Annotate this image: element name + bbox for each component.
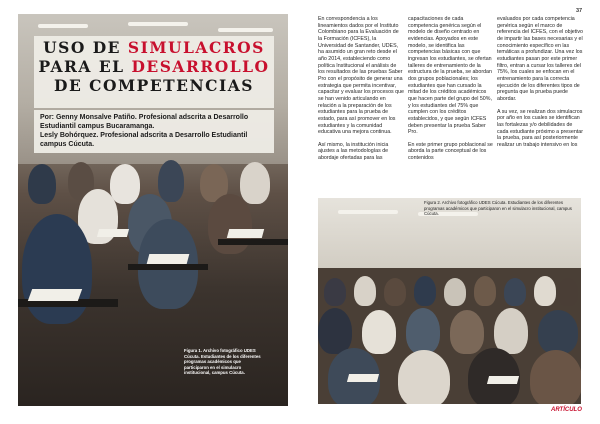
- author-2: Lesly Bohórquez. Profesional adscrita a Desarrollo Estudiantil campus Cúcuta.: [40, 132, 248, 148]
- exam-paper: [347, 374, 379, 382]
- student-figure: [406, 308, 440, 354]
- student-figure: [558, 278, 578, 306]
- student-figure: [324, 278, 346, 306]
- paragraph: En correspondencia a los lineamientos dados por el Instituto Colombiano para la Evaluación de la Formación (ICFES), la Universidad de Santander, UDES, ha asumido un gran reto desde el año 2014, estableciendo como política Institucional el análisis de los resultados de las pruebas Saber Pro con el propósito de generar una estrategia que permita incentivar, capacitar y evaluar los procesos que se han venido articulando en relación a la preparación de los estudiantes para la prueba de estado, para así promover en los estudiantes y la comunidad educativa una mejora continua.: [318, 16, 404, 136]
- student-figure: [240, 162, 270, 204]
- figure-1-caption: Figura 1. Archivo fotográfico UDES Cúcuta. Estudiantes de los diferentes programas académicos que participaron en el simulacro institucional, campus Cúcuta.: [184, 348, 261, 376]
- exam-paper: [28, 289, 82, 301]
- title-word: PARA EL: [38, 57, 125, 76]
- student-figure: [474, 276, 496, 306]
- column-1: [318, 16, 404, 162]
- article-title: [34, 36, 274, 108]
- exam-paper: [147, 254, 190, 264]
- student-figure: [362, 310, 396, 354]
- section-label: ARTÍCULO: [551, 407, 582, 413]
- student-figure: [208, 194, 252, 254]
- student-figure: [534, 276, 556, 306]
- student-figure: [28, 164, 56, 204]
- ceiling-light: [128, 22, 188, 26]
- title-line-2: [34, 57, 274, 76]
- author-1: Por: Genny Monsalve Patiño. Profesional adscrita a Desarrollo Estudiantil campus Bucaramanga.: [40, 114, 249, 130]
- title-word: USO DE: [43, 38, 121, 57]
- figure-2-caption: Figura 2. Archivo fotográfico UDES Cúcuta. Estudiantes de los diferentes programas académicos que participaron en el simulacro institucional, campus Cúcuta.: [424, 200, 572, 216]
- student-figure-foreground: [22, 214, 92, 324]
- exam-paper: [227, 229, 264, 238]
- column-3: [497, 16, 583, 148]
- title-line-1: [34, 38, 274, 57]
- title-word-accent: SIMULACROS: [127, 38, 265, 57]
- column-2: [408, 16, 494, 162]
- page-number: 37: [576, 8, 583, 14]
- paragraph: capacitaciones de cada competencia genérica según el modelo de diseño centrado en evidencias. Apoyados en este modelo, se identifica las competencias básicas con que ingresan los estudiantes, se ofertan talleres de entrenamiento de la estructura de la prueba, se abordan dos grupos poblacionales; los estudiantes que han cursado la mitad de los créditos académicos que hacen parte del grupo del 50%, y los estudiantes del 75% que cumplen con los créditos establecidos, y que según ICFES deben presentar la prueba Saber Pro.: [408, 16, 492, 136]
- ceiling-light: [38, 24, 88, 28]
- student-figure: [538, 310, 578, 354]
- student-figure-foreground: [530, 350, 581, 404]
- student-figure: [444, 278, 466, 306]
- title-line-3: DE COMPETENCIAS: [54, 76, 254, 95]
- ceiling-light: [338, 210, 398, 214]
- ceiling-light: [218, 28, 273, 32]
- desk: [128, 264, 208, 270]
- student-figure: [110, 164, 140, 204]
- student-figure: [318, 308, 352, 354]
- student-figure: [158, 160, 184, 202]
- student-figure: [504, 278, 526, 306]
- exam-paper: [97, 229, 129, 237]
- paragraph: A su vez, se realizan dos simulacros por año en los cuales se identifican las fortalezas y/o debilidades de cada estudiante próximo a presentar la prueba, para así posteriormente realizar un trabajo intensivo en los: [497, 108, 583, 148]
- student-figure: [414, 276, 436, 306]
- author-credits: [34, 110, 274, 153]
- paragraph: evaluados por cada competencia genérica según el marco de referencia del ICFES, con el objetivo de impartir las bases necesarias y el conocimiento específico en las temáticas a profundizar. Una vez los estudiantes pasan por este primer filtro, entran a cursar los talleres del 75%, los cuales se enfocan en el entrenamiento para la correcta ejecución de los diferentes tipos de pregunta que la prueba puede abordar.: [497, 16, 583, 102]
- paragraph: En este primer grupo poblacional se aborda la parte conceptual de los contenidos: [408, 141, 493, 162]
- student-figure: [450, 310, 484, 354]
- student-figure: [494, 308, 528, 354]
- paragraph: Así mismo, la institución inicia ajustes a las metodologías de abordaje ofertadas para las: [318, 141, 389, 162]
- student-figure: [384, 278, 406, 306]
- exam-paper: [487, 376, 519, 384]
- student-figure: [354, 276, 376, 306]
- title-word-accent: DESARROLLO: [131, 57, 270, 76]
- student-figure-foreground: [398, 350, 450, 404]
- right-page-photo: [318, 198, 581, 404]
- desk: [218, 239, 288, 245]
